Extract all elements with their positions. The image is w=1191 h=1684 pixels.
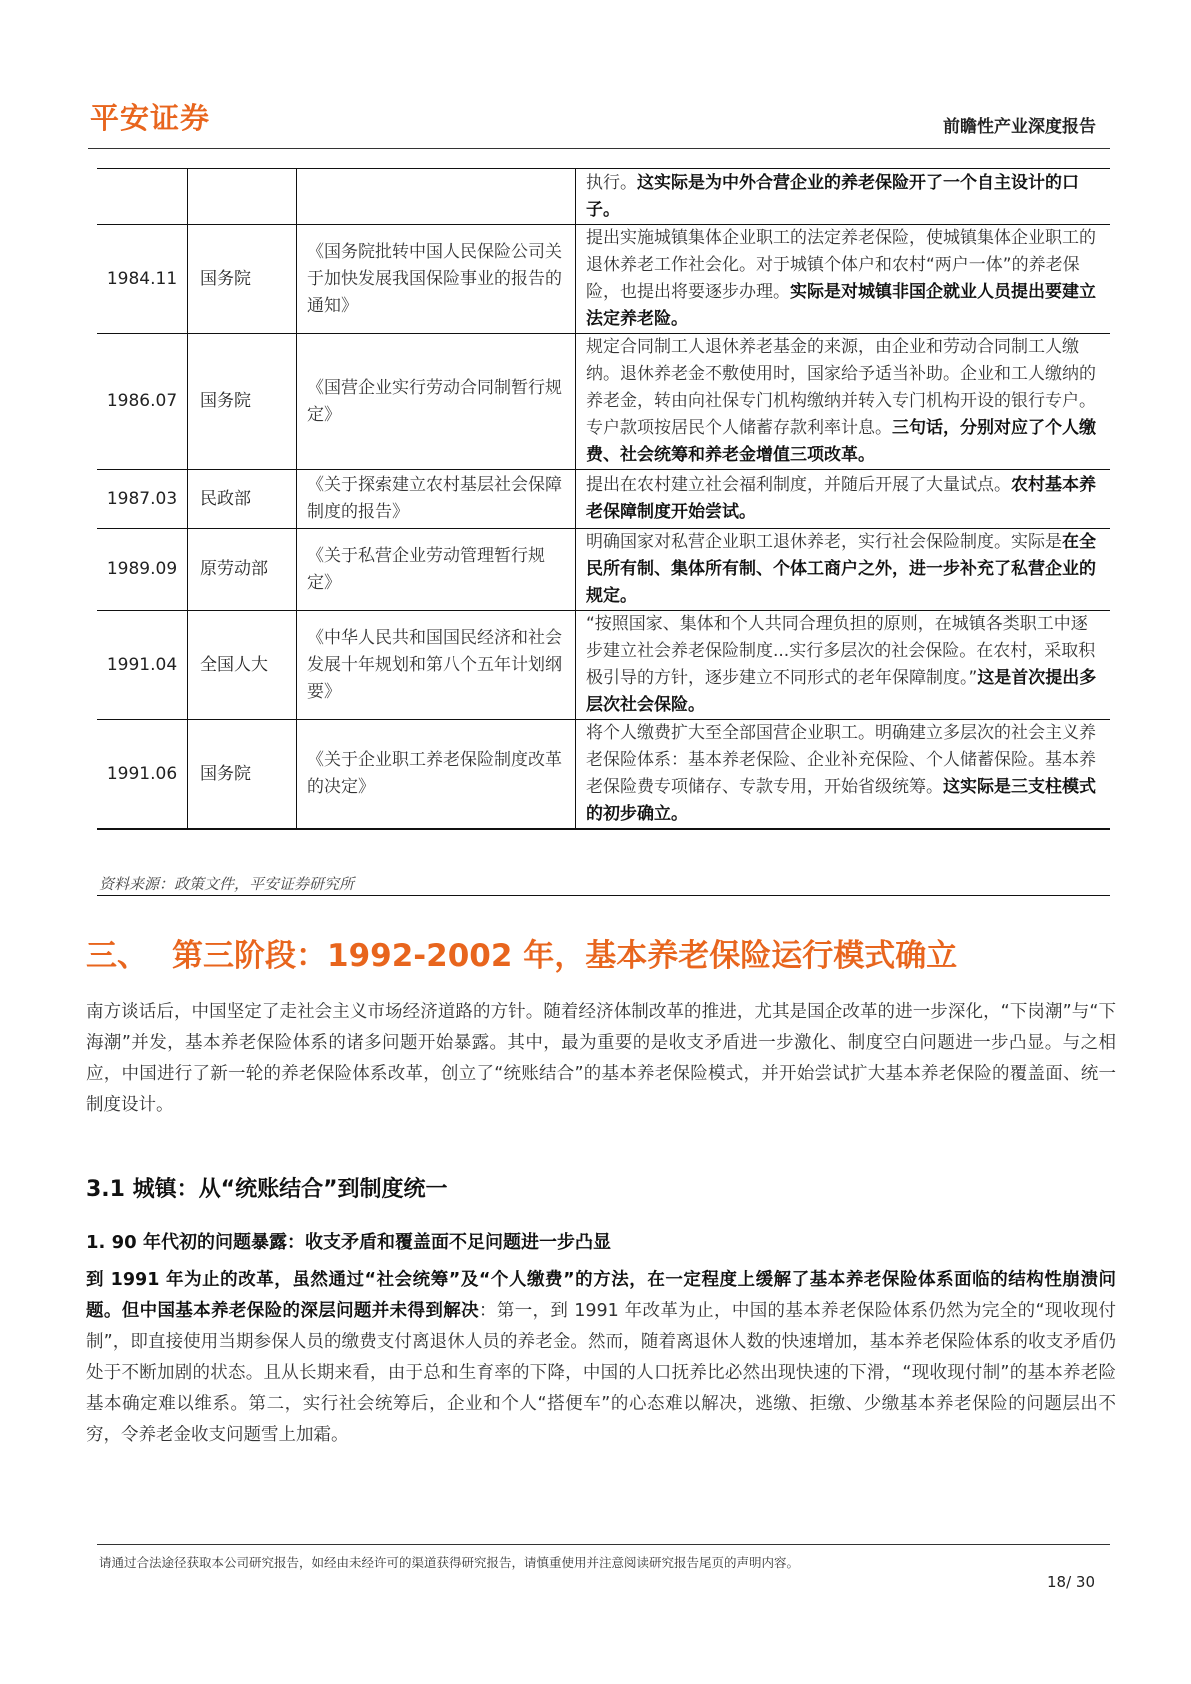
content-text: “按照国家、集体和个人共同合理负担的原则，在城镇各类职工中逐步建立社会养老保险制度...实行多层次的社会保险。在农村，采取积极引导的方针，逐步建立不同形式的老年保障制度。” <box>586 614 1096 688</box>
table-row <box>97 529 1110 611</box>
content-text: 明确国家对私营企业职工退休养老，实行社会保险制度。实际是 <box>586 532 1062 552</box>
table-source: 资料来源：政策文件，平安证券研究所 <box>97 872 1110 896</box>
cell-org: 国务院 <box>188 225 297 334</box>
page-number: 18/ 30 <box>1047 1573 1095 1591</box>
cell-document: 《关于探索建立农村基层社会保障制度的报告》 <box>297 470 576 529</box>
cell-date <box>97 169 188 225</box>
cell-content <box>576 720 1111 830</box>
cell-date: 1986.07 <box>97 334 188 470</box>
table-row <box>97 720 1110 830</box>
table-row <box>97 611 1110 720</box>
body-paragraph <box>86 1265 1116 1451</box>
cell-document: 《中华人民共和国国民经济和社会发展十年规划和第八个五年计划纲要》 <box>297 611 576 720</box>
cell-org: 原劳动部 <box>188 529 297 611</box>
cell-date: 1984.11 <box>97 225 188 334</box>
section-intro: 南方谈话后，中国坚定了走社会主义市场经济道路的方针。随着经济体制改革的推进，尤其是国企改革的进一步深化，“下岗潮”与“下海潮”并发，基本养老保险体系的诸多问题开始暴露。其中，最为重要的是收支矛盾进一步激化、制度空白问题进一步凸显。与之相应，中国进行了新一轮的养老保险体系改革，创立了“统账结合”的基本养老保险模式，并开始尝试扩大基本养老保险的覆盖面、统一制度设计。 <box>86 1002 1116 1115</box>
body-rest: ：第一，到 1991 年改革为止，中国的基本养老保险体系仍然为完全的“现收现付制”，即直接使用当期参保人员的缴费支付离退休人员的养老金。然而，随着离退休人数的快速增加，基本养老保险体系的收支矛盾仍处于不断加剧的状态。且从长期来看，由于总和生育率的下降，中国的人口抚养比必然出现快速的下滑，“现收现付制”的基本养老险基本确定难以维系。第二，实行社会统筹后，企业和个人“搭便车”的心态难以解决，逃缴、拒缴、少缴基本养老保险的问题层出不穷，令养老金收支问题雪上加霜。 <box>86 1301 1116 1445</box>
cell-document <box>297 169 576 225</box>
cell-content <box>576 169 1111 225</box>
content-text: 提出在农村建立社会福利制度，并随后开展了大量试点。 <box>586 475 1011 495</box>
table-row <box>97 225 1110 334</box>
content-text: 规定合同制工人退休养老基金的来源，由企业和劳动合同制工人缴纳。退休养老金不敷使用时，国家给予适当补助。企业和工人缴纳的养老金，转由向社保专门机构缴纳并转入专门机构开设的银行专户。专户款项按居民个人储蓄存款利率计息。 <box>586 337 1096 438</box>
cell-document: 《关于企业职工养老保险制度改革的决定》 <box>297 720 576 830</box>
cell-date: 1991.06 <box>97 720 188 830</box>
section-title-text: 第三阶段：1992-2002 年，基本养老保险运行模式确立 <box>172 938 958 974</box>
content-highlight: 这实际是为中外合营企业的养老保险开了一个自主设计的口子。 <box>586 172 1079 220</box>
report-type: 前瞻性产业深度报告 <box>943 117 1096 137</box>
content-highlight: 在全民所有制、集体所有制、个体工商户之外，进一步补充了私营企业的规定。 <box>586 532 1096 606</box>
cell-org: 全国人大 <box>188 611 297 720</box>
table-row <box>97 470 1110 529</box>
cell-org: 国务院 <box>188 720 297 830</box>
cell-date: 1991.04 <box>97 611 188 720</box>
content-text: 提出实施城镇集体企业职工的法定养老保险，使城镇集体企业职工的退休养老工作社会化。对于城镇个体户和农村“两户一体”的养老保险，也提出将要逐步办理。 <box>586 228 1096 302</box>
content-highlight: 这实际是三支柱模式的初步确立。 <box>586 777 1096 824</box>
section-title <box>86 930 957 975</box>
subsubsection-title: 1. 90 年代初的问题暴露：收支矛盾和覆盖面不足问题进一步凸显 <box>86 1232 611 1253</box>
policy-table <box>97 168 1110 830</box>
section-number: 三、 <box>86 938 148 974</box>
page-header <box>88 96 1110 149</box>
content-text: 将个人缴费扩大至全部国营企业职工。明确建立多层次的社会主义养老保险体系：基本养老保险、企业补充保险、个人储蓄保险。基本养老保险费专项储存、专款专用，开始省级统筹。 <box>586 723 1096 797</box>
footer-disclaimer: 请通过合法途径获取本公司研究报告，如经由未经许可的渠道获得研究报告，请慎重使用并注意阅读研究报告尾页的声明内容。 <box>99 1555 800 1570</box>
cell-document: 《关于私营企业劳动管理暂行规定》 <box>297 529 576 611</box>
table-row <box>97 334 1110 470</box>
cell-org: 民政部 <box>188 470 297 529</box>
company-logo: 平安证券 <box>90 101 211 135</box>
cell-content <box>576 611 1111 720</box>
table-row <box>97 169 1110 225</box>
cell-content <box>576 470 1111 529</box>
content-highlight: 农村基本养老保障制度开始尝试。 <box>586 475 1096 522</box>
content-highlight: 实际是对城镇非国企就业人员提出要建立法定养老险。 <box>586 282 1096 329</box>
cell-date: 1989.09 <box>97 529 188 611</box>
cell-date: 1987.03 <box>97 470 188 529</box>
cell-document: 《国营企业实行劳动合同制暂行规定》 <box>297 334 576 470</box>
cell-content <box>576 225 1111 334</box>
content-highlight: 这是首次提出多层次社会保险。 <box>586 668 1097 715</box>
content-text: 执行。 <box>586 172 637 193</box>
body-bold-lead: 到 1991 年为止的改革，虽然通过“社会统筹”及“个人缴费”的方法，在一定程度上缓解了基本养老保险体系面临的结构性崩溃问题。但中国基本养老保险的深层问题并未得到解决 <box>86 1270 1116 1321</box>
footer-divider <box>97 1544 1110 1545</box>
cell-document: 《国务院批转中国人民保险公司关于加快发展我国保险事业的报告的通知》 <box>297 225 576 334</box>
subsection-title: 3.1 城镇：从“统账结合”到制度统一 <box>86 1177 448 1202</box>
cell-org <box>188 169 297 225</box>
cell-org: 国务院 <box>188 334 297 470</box>
cell-content <box>576 529 1111 611</box>
cell-content <box>576 334 1111 470</box>
content-highlight: 三句话，分别对应了个人缴费、社会统筹和养老金增值三项改革。 <box>586 418 1096 465</box>
